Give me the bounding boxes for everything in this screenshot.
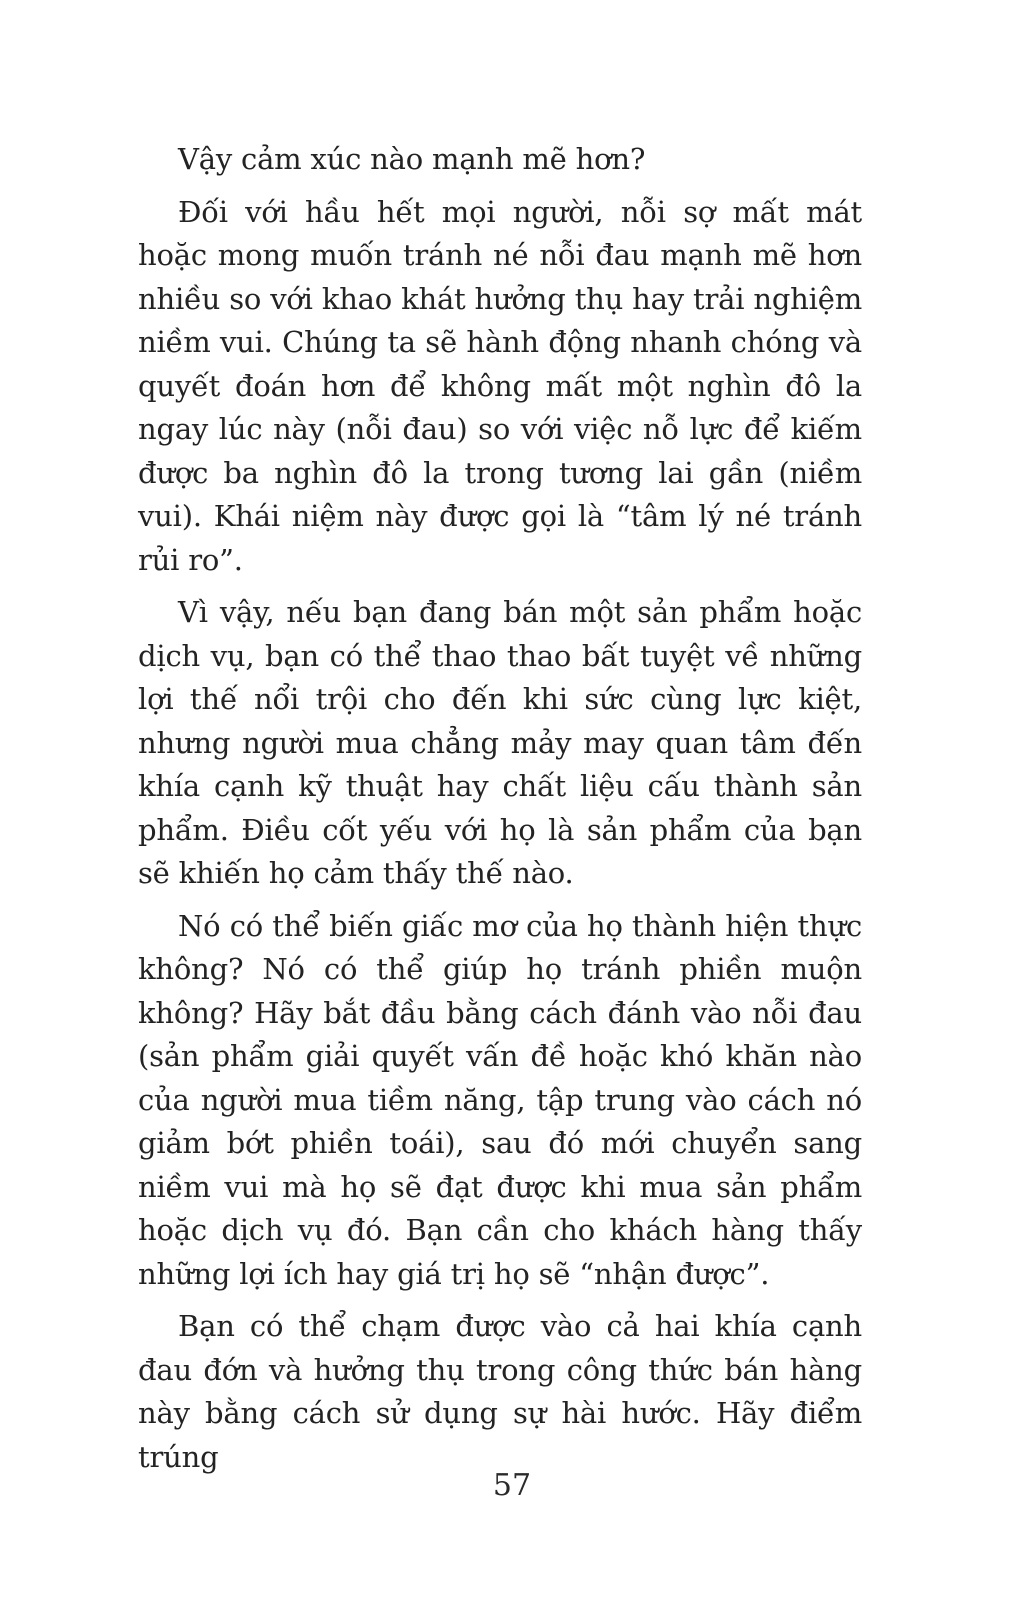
body-text [138, 138, 862, 1488]
paragraph: Nó có thể biến giấc mơ của họ thành hiện thực không? Nó có thể giúp họ tránh phiền muộn không? Hãy bắt đầu bằng cách đánh vào nỗi đau (sản phẩm giải quyết vấn đề hoặc khó khăn nào của người mua tiềm năng, tập trung vào cách nó giảm bớt phiền toái), sau đó mới chuyển sang niềm vui mà họ sẽ đạt được khi mua sản phẩm hoặc dịch vụ đó. Bạn cần cho khách hàng thấy những lợi ích hay giá trị họ sẽ “nhận được”. [138, 908, 862, 1291]
paragraph: Bạn có thể chạm được vào cả hai khía cạnh đau đớn và hưởng thụ trong công thức bán hàng này bằng cách sử dụng sự hài hước. Hãy điểm trúng [138, 1309, 862, 1474]
paragraph: Vì vậy, nếu bạn đang bán một sản phẩm hoặc dịch vụ, bạn có thể thao thao bất tuyệt về những lợi thế nổi trội cho đến khi sức cùng lực kiệt, nhưng người mua chẳng mảy may quan tâm đến khía cạnh kỹ thuật hay chất liệu cấu thành sản phẩm. Điều cốt yếu với họ là sản phẩm của bạn sẽ khiến họ cảm thấy thế nào. [138, 595, 862, 890]
paragraph: Vậy cảm xúc nào mạnh mẽ hơn? [178, 142, 646, 176]
paragraph: Đối với hầu hết mọi người, nỗi sợ mất mát hoặc mong muốn tránh né nỗi đau mạnh mẽ hơn nhiều so với khao khát hưởng thụ hay trải nghiệm niềm vui. Chúng ta sẽ hành động nhanh chóng và quyết đoán hơn để không mất một nghìn đô la ngay lúc này (nỗi đau) so với việc nỗ lực để kiếm được ba nghìn đô la trong tương lai gần (niềm vui). Khái niệm này được gọi là “tâm lý né tránh rủi ro”. [138, 194, 862, 577]
page-number: 57 [492, 1468, 532, 1503]
